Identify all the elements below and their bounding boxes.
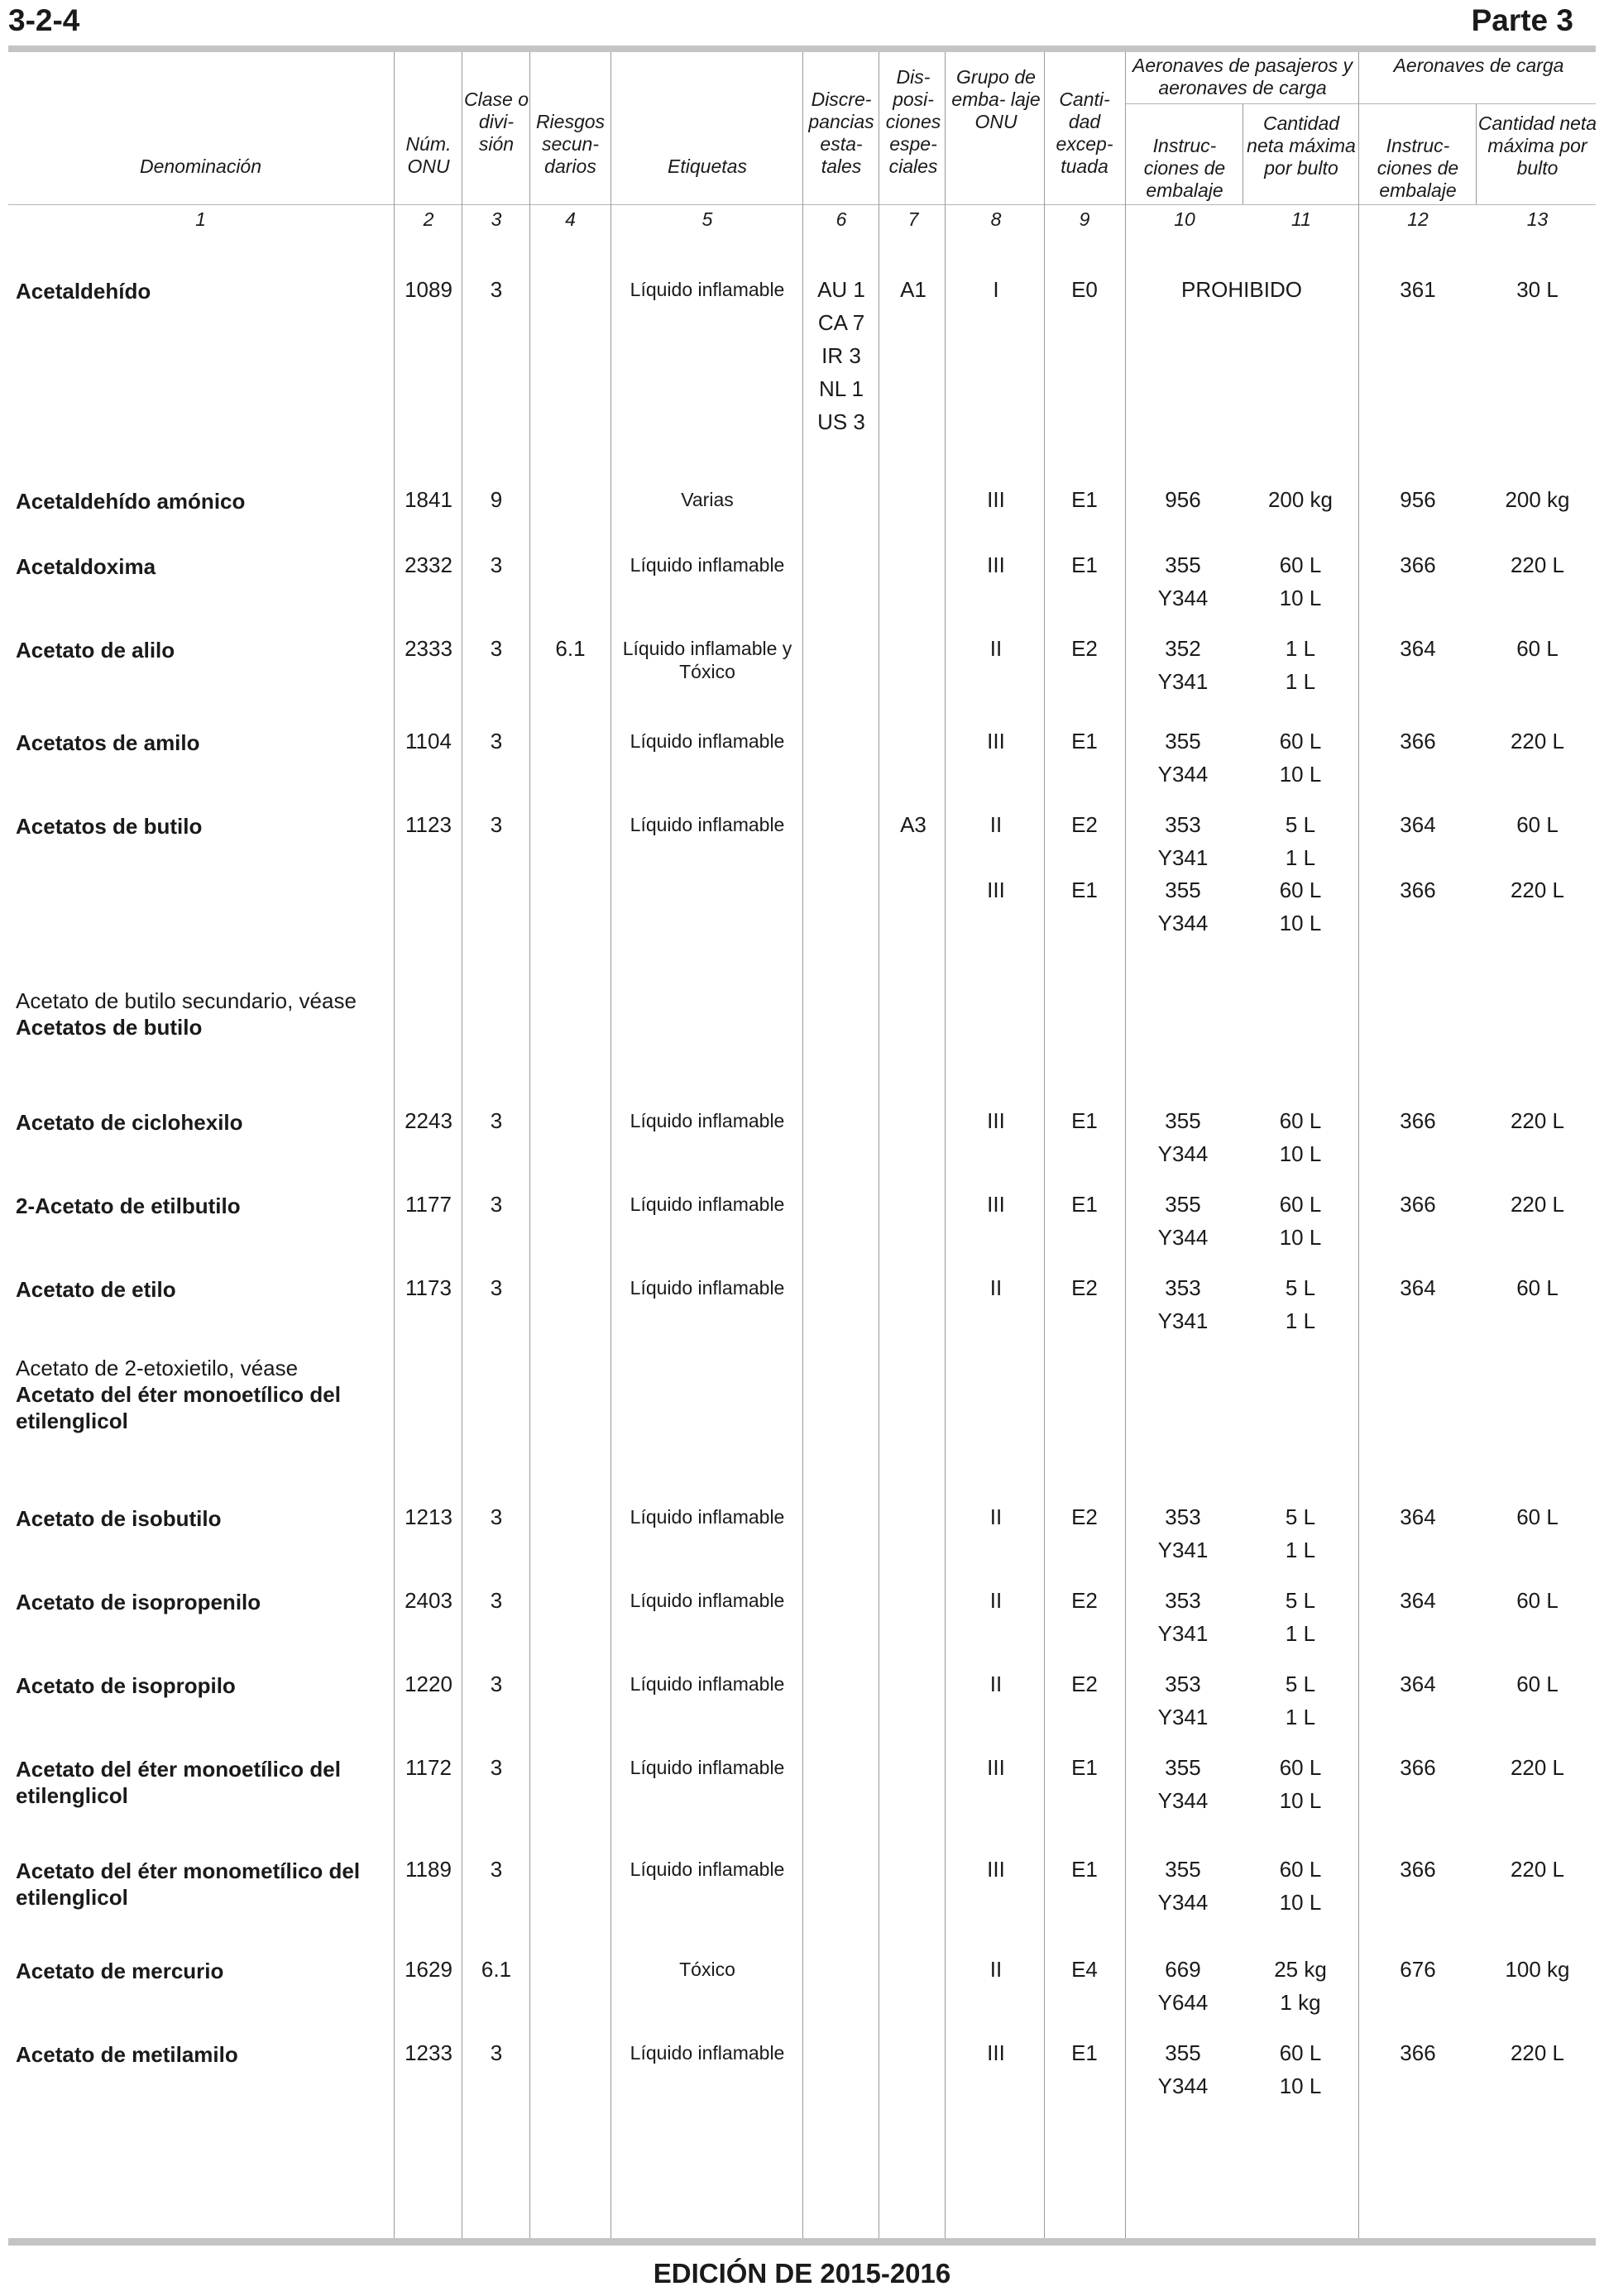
max-quantity-passenger: 60 L 10 L xyxy=(1279,1857,1322,1915)
max-quantity-passenger: 5 L 1 L xyxy=(1285,1504,1316,1562)
packing-instruction-passenger: 353 Y341 xyxy=(1157,1588,1209,1646)
un-number: 1123 xyxy=(405,812,452,837)
excepted-quantity: E2 xyxy=(1071,1275,1098,1300)
packing-instruction-passenger: 669 Y644 xyxy=(1157,1957,1209,2015)
packing-instruction-passenger: 355 Y344 xyxy=(1157,1108,1209,1166)
header-denominacion: Denominación xyxy=(139,155,262,177)
un-number: 1629 xyxy=(405,1957,452,1982)
hazard-label: Líquido inflamable xyxy=(630,730,785,752)
column-divider xyxy=(610,52,611,2238)
cross-reference xyxy=(16,988,388,1040)
packing-group: III xyxy=(987,2040,1005,2065)
un-number: 1233 xyxy=(405,2040,452,2065)
packing-instruction-cargo: 366 xyxy=(1400,878,1436,902)
substance-name: Acetato de etilo xyxy=(16,1277,176,1302)
max-quantity-cargo: 220 L xyxy=(1510,729,1565,753)
max-quantity-passenger: 60 L 10 L xyxy=(1279,1755,1322,1813)
excepted-quantity: E1 xyxy=(1071,1755,1098,1780)
hazard-class: 3 xyxy=(490,1857,503,1882)
hazard-class: 3 xyxy=(490,1504,503,1529)
packing-group: III xyxy=(987,487,1005,512)
excepted-quantity: E1 xyxy=(1071,1857,1098,1882)
header-mid-line xyxy=(1125,103,1596,104)
packing-instruction-cargo: 366 xyxy=(1400,2040,1436,2065)
column-number: 1 xyxy=(195,208,206,230)
column-number: 6 xyxy=(836,208,847,230)
hazard-class: 9 xyxy=(490,487,503,512)
packing-instruction-cargo: 364 xyxy=(1400,1588,1436,1613)
column-number: 13 xyxy=(1526,208,1549,230)
excepted-quantity: E0 xyxy=(1071,277,1098,302)
excepted-quantity: E1 xyxy=(1071,1192,1098,1217)
packing-instruction-passenger: 355 Y344 xyxy=(1157,1755,1209,1813)
hazard-class: 3 xyxy=(490,636,503,661)
hazard-class: 3 xyxy=(490,812,503,837)
column-number: 2 xyxy=(423,208,434,230)
column-number: 11 xyxy=(1291,208,1311,230)
excepted-quantity: E1 xyxy=(1071,2040,1098,2065)
header-discrepancias: Discre- pancias esta- tales xyxy=(808,88,874,177)
max-quantity-cargo: 60 L xyxy=(1516,1275,1559,1300)
hazard-label: Líquido inflamable xyxy=(630,1858,785,1880)
max-quantity-passenger: 60 L 10 L xyxy=(1279,2040,1322,2098)
substance-name: Acetatos de butilo xyxy=(16,814,203,839)
excepted-quantity: E1 xyxy=(1071,1108,1098,1133)
max-quantity-passenger: 5 L 1 L xyxy=(1285,1672,1316,1729)
max-quantity-passenger: 60 L 10 L xyxy=(1279,1108,1322,1166)
column-divider xyxy=(1044,52,1045,2238)
excepted-quantity: E2 xyxy=(1071,1588,1098,1613)
edition-footer: EDICIÓN DE 2015-2016 xyxy=(653,2258,951,2289)
hazard-label: Líquido inflamable xyxy=(630,1590,785,1611)
packing-instruction-cargo: 364 xyxy=(1400,1672,1436,1696)
max-quantity-cargo: 220 L xyxy=(1510,1108,1565,1133)
max-quantity-passenger: 60 L 10 L xyxy=(1279,729,1322,787)
max-quantity-passenger: 5 L 1 L xyxy=(1285,812,1316,870)
hazard-label: Líquido inflamable xyxy=(630,279,785,300)
packing-group: III xyxy=(987,729,1005,753)
hazard-label: Líquido inflamable xyxy=(630,554,785,576)
hazard-label: Líquido inflamable xyxy=(630,1193,785,1215)
hazard-class: 3 xyxy=(490,2040,503,2065)
state-variations: AU 1 CA 7 IR 3 NL 1 US 3 xyxy=(817,277,865,434)
max-quantity-passenger: 60 L 10 L xyxy=(1279,552,1322,610)
special-provisions: A3 xyxy=(900,812,926,837)
header-group-passenger: Aeronaves de pasajeros y aeronaves de carga xyxy=(1132,55,1353,98)
column-number: 3 xyxy=(491,208,502,230)
packing-instruction-passenger: 355 Y344 xyxy=(1157,729,1209,787)
packing-instruction-cargo: 366 xyxy=(1400,1108,1436,1133)
packing-instruction-passenger: 355 Y344 xyxy=(1157,552,1209,610)
un-number: 1841 xyxy=(405,487,452,512)
packing-group: II xyxy=(989,1672,1003,1696)
un-number: 1213 xyxy=(405,1504,452,1529)
un-number: 1173 xyxy=(405,1275,452,1300)
hazard-class: 3 xyxy=(490,1672,503,1696)
packing-instruction-cargo: 366 xyxy=(1400,729,1436,753)
page-number: 3-2-4 xyxy=(8,3,80,37)
max-quantity-passenger: 25 kg 1 kg xyxy=(1274,1957,1327,2015)
packing-group: I xyxy=(993,277,999,302)
substance-name: 2-Acetato de etilbutilo xyxy=(16,1193,241,1218)
max-quantity-passenger: 5 L 1 L xyxy=(1285,1275,1316,1333)
cross-reference-text: Acetato de 2-etoxietilo, véase xyxy=(16,1356,299,1380)
hazard-class: 3 xyxy=(490,1275,503,1300)
cross-reference-target: Acetatos de butilo xyxy=(16,1015,203,1040)
packing-group: III xyxy=(987,1108,1005,1133)
hazard-class: 6.1 xyxy=(481,1957,512,1982)
max-quantity-cargo: 220 L xyxy=(1510,1755,1565,1780)
un-number: 1089 xyxy=(405,277,452,302)
max-quantity-cargo: 200 kg xyxy=(1505,487,1570,512)
bottom-rule xyxy=(8,2238,1596,2246)
column-divider xyxy=(394,52,395,2238)
column-divider xyxy=(529,52,530,2238)
hazard-label: Varias xyxy=(681,489,734,510)
packing-group: II xyxy=(989,812,1003,837)
hazard-label: Líquido inflamable xyxy=(630,1277,785,1299)
un-number: 1177 xyxy=(405,1192,452,1217)
packing-group: II xyxy=(989,1588,1003,1613)
packing-instruction-passenger: 355 Y344 xyxy=(1157,1192,1209,1250)
excepted-quantity: E1 xyxy=(1071,878,1098,902)
substance-name: Acetato de ciclohexilo xyxy=(16,1110,243,1135)
max-quantity-cargo: 60 L xyxy=(1516,636,1559,661)
max-quantity-cargo: 60 L xyxy=(1516,1588,1559,1613)
hazard-label: Líquido inflamable xyxy=(630,1757,785,1778)
max-quantity-passenger: 200 kg xyxy=(1267,487,1333,512)
header-cantidad-pax: Cantidad neta máxima por bulto xyxy=(1247,112,1356,179)
packing-instruction-passenger: 956 xyxy=(1165,487,1201,512)
max-quantity-cargo: 220 L xyxy=(1510,878,1565,902)
substance-name: Acetato del éter monometílico del etilenglicol xyxy=(16,1858,361,1910)
packing-instruction-cargo: 364 xyxy=(1400,636,1436,661)
packing-instruction-passenger: 353 Y341 xyxy=(1157,812,1209,870)
hazard-label: Líquido inflamable y Tóxico xyxy=(622,638,792,682)
hazard-class: 3 xyxy=(490,1192,503,1217)
packing-instruction-cargo: 366 xyxy=(1400,1857,1436,1882)
un-number: 2332 xyxy=(405,552,452,577)
header-grupo-embalaje: Grupo de emba- laje ONU xyxy=(951,66,1041,132)
max-quantity-cargo: 60 L xyxy=(1516,812,1559,837)
column-number: 7 xyxy=(907,208,919,230)
packing-instruction-passenger: 352 Y341 xyxy=(1157,636,1209,694)
hazard-class: 3 xyxy=(490,277,503,302)
top-rule xyxy=(8,45,1596,52)
max-quantity-cargo: 220 L xyxy=(1510,1192,1565,1217)
hazard-class: 3 xyxy=(490,1755,503,1780)
header-riesgos: Riesgos secun- darios xyxy=(535,111,606,177)
packing-instruction-passenger: 355 Y344 xyxy=(1157,2040,1209,2098)
max-quantity-cargo: 220 L xyxy=(1510,2040,1565,2065)
excepted-quantity: E1 xyxy=(1071,487,1098,512)
excepted-quantity: E2 xyxy=(1071,636,1098,661)
max-quantity-cargo: 30 L xyxy=(1516,277,1559,302)
max-quantity-passenger: 1 L 1 L xyxy=(1285,636,1316,694)
part-title: Parte 3 xyxy=(1471,3,1573,37)
excepted-quantity: E1 xyxy=(1071,552,1098,577)
hazard-label: Líquido inflamable xyxy=(630,1673,785,1695)
max-quantity-cargo: 220 L xyxy=(1510,552,1565,577)
header-etiquetas: Etiquetas xyxy=(668,155,747,177)
packing-instruction-passenger: 355 Y344 xyxy=(1157,1857,1209,1915)
substance-name: Acetato de mercurio xyxy=(16,1959,224,1983)
excepted-quantity: E2 xyxy=(1071,812,1098,837)
max-quantity-cargo: 100 kg xyxy=(1505,1957,1570,1982)
packing-group: II xyxy=(989,1957,1003,1982)
un-number: 2403 xyxy=(405,1588,452,1613)
packing-group: III xyxy=(987,1755,1005,1780)
max-quantity-cargo: 60 L xyxy=(1516,1504,1559,1529)
max-quantity-passenger: 60 L 10 L xyxy=(1279,1192,1322,1250)
header-num-onu: Núm. ONU xyxy=(405,133,452,177)
max-quantity-passenger: 60 L 10 L xyxy=(1279,878,1322,935)
packing-group: III xyxy=(987,552,1005,577)
column-number: 5 xyxy=(701,208,713,230)
packing-instruction-cargo: 366 xyxy=(1400,1192,1436,1217)
max-quantity-cargo: 60 L xyxy=(1516,1672,1559,1696)
excepted-quantity: E4 xyxy=(1071,1957,1098,1982)
column-divider xyxy=(1358,52,1359,2238)
substance-name: Acetato de isobutilo xyxy=(16,1506,222,1531)
packing-instruction-cargo: 361 xyxy=(1400,277,1436,302)
un-number: 1189 xyxy=(405,1857,452,1882)
column-divider xyxy=(945,52,946,2238)
cross-reference-target: Acetato del éter monoetílico del etilenglicol xyxy=(16,1382,341,1433)
packing-instruction-cargo: 364 xyxy=(1400,1504,1436,1529)
cross-reference-text: Acetato de butilo secundario, véase xyxy=(16,988,357,1013)
packing-instruction-cargo: 956 xyxy=(1400,487,1436,512)
packing-instruction-cargo: 676 xyxy=(1400,1957,1436,1982)
column-number: 10 xyxy=(1174,208,1195,230)
hazard-class: 3 xyxy=(490,552,503,577)
hazard-label: Líquido inflamable xyxy=(630,2042,785,2064)
packing-instruction-passenger: 353 Y341 xyxy=(1157,1672,1209,1729)
hazard-label: Líquido inflamable xyxy=(630,1110,785,1131)
hazard-class: 3 xyxy=(490,729,503,753)
packing-instruction-cargo: 364 xyxy=(1400,812,1436,837)
substance-name: Acetaldoxima xyxy=(16,554,156,579)
header-cantidad-cargo: Cantidad neta máxima por bulto xyxy=(1477,112,1597,179)
hazard-class: 3 xyxy=(490,1588,503,1613)
packing-instruction-cargo: 366 xyxy=(1400,1755,1436,1780)
header-clase: Clase o divi- sión xyxy=(464,88,529,155)
excepted-quantity: E1 xyxy=(1071,729,1098,753)
substance-name: Acetaldehído amónico xyxy=(16,489,246,514)
packing-group: III xyxy=(987,1857,1005,1882)
packing-instruction-passenger: 355 Y344 xyxy=(1157,878,1209,935)
packing-instruction-passenger: 353 Y341 xyxy=(1157,1275,1209,1333)
packing-instruction-passenger: 353 Y341 xyxy=(1157,1504,1209,1562)
header-instrucciones-cargo: Instruc- ciones de embalaje xyxy=(1377,135,1459,201)
hazard-label: Líquido inflamable xyxy=(630,1506,785,1528)
cross-reference xyxy=(16,1355,388,1434)
un-number: 2243 xyxy=(405,1108,452,1133)
packing-instruction-cargo: 364 xyxy=(1400,1275,1436,1300)
column-number: 9 xyxy=(1079,208,1090,230)
packing-instruction-cargo: 366 xyxy=(1400,552,1436,577)
packing-group: III xyxy=(987,878,1005,902)
header-group-cargo: Aeronaves de carga xyxy=(1393,55,1564,76)
header-instrucciones-pax: Instruc- ciones de embalaje xyxy=(1143,135,1226,201)
packing-group: II xyxy=(989,1275,1003,1300)
substance-name: Acetato de isopropenilo xyxy=(16,1590,261,1614)
special-provisions: A1 xyxy=(900,277,926,302)
packing-group: III xyxy=(987,1192,1005,1217)
subsidiary-risk: 6.1 xyxy=(555,636,586,661)
hazard-label: Líquido inflamable xyxy=(630,814,785,835)
substance-name: Acetatos de amilo xyxy=(16,730,200,755)
substance-name: Acetato de isopropilo xyxy=(16,1673,236,1698)
max-quantity-cargo: 220 L xyxy=(1510,1857,1565,1882)
packing-group: II xyxy=(989,636,1003,661)
column-number: 4 xyxy=(565,208,576,230)
substance-name: Acetaldehído xyxy=(16,279,151,304)
substance-name: Acetato del éter monoetílico del etilenglicol xyxy=(16,1757,341,1808)
un-number: 1220 xyxy=(405,1672,452,1696)
substance-name: Acetato de metilamilo xyxy=(16,2042,238,2067)
header-cantidad-exceptuada: Canti- dad excep- tuada xyxy=(1056,88,1113,177)
max-quantity-passenger: 5 L 1 L xyxy=(1285,1588,1316,1646)
un-number: 2333 xyxy=(405,636,452,661)
hazard-class: 3 xyxy=(490,1108,503,1133)
column-number: 12 xyxy=(1407,208,1429,230)
hazard-label: Tóxico xyxy=(679,1959,735,1980)
un-number: 1172 xyxy=(405,1755,452,1780)
substance-name: Acetato de alilo xyxy=(16,638,175,662)
un-number: 1104 xyxy=(405,729,452,753)
column-divider xyxy=(1476,103,1477,204)
prohibited-status: PROHIBIDO xyxy=(1181,277,1302,302)
header-disposiciones: Dis- posi- ciones espe- ciales xyxy=(885,66,941,177)
excepted-quantity: E2 xyxy=(1071,1504,1098,1529)
packing-group: II xyxy=(989,1504,1003,1529)
column-number: 8 xyxy=(990,208,1002,230)
excepted-quantity: E2 xyxy=(1071,1672,1098,1696)
